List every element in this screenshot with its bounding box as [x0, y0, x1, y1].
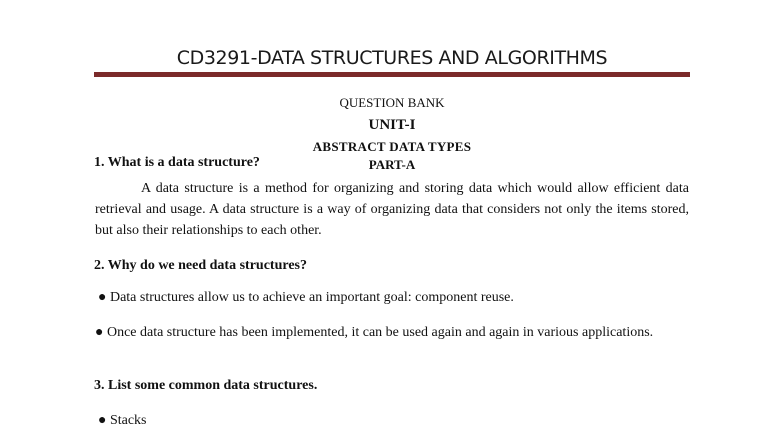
question-1: 1. What is a data structure? [94, 155, 260, 170]
question-2: 2. Why do we need data structures? [94, 258, 307, 273]
bullet-item: ● Once data structure has been implemented, it can be used again and again in various applications. [95, 325, 654, 340]
topic-heading: ABSTRACT DATA TYPES [312, 139, 472, 154]
unit-heading: UNIT-I [368, 117, 416, 133]
part-heading: PART-A [368, 157, 416, 172]
answer-1-text: A data structure is a method for organizing and storing data which would allow efficient data retrieval and usage. A data structure is a way of organizing data that considers not only the items stored, but also their relationships to each other. [95, 181, 689, 238]
question-3: 3. List some common data structures. [94, 378, 318, 393]
bullet-item: ● Data structures allow us to achieve an important goal: component reuse. [98, 290, 514, 305]
question-bank-heading: QUESTION BANK [339, 95, 445, 110]
title-rule [94, 72, 690, 77]
document-title: CD3291-DATA STRUCTURES AND ALGORITHMS [176, 47, 608, 69]
answer-1 [95, 178, 689, 241]
bullet-item: ● Stacks [98, 413, 147, 428]
